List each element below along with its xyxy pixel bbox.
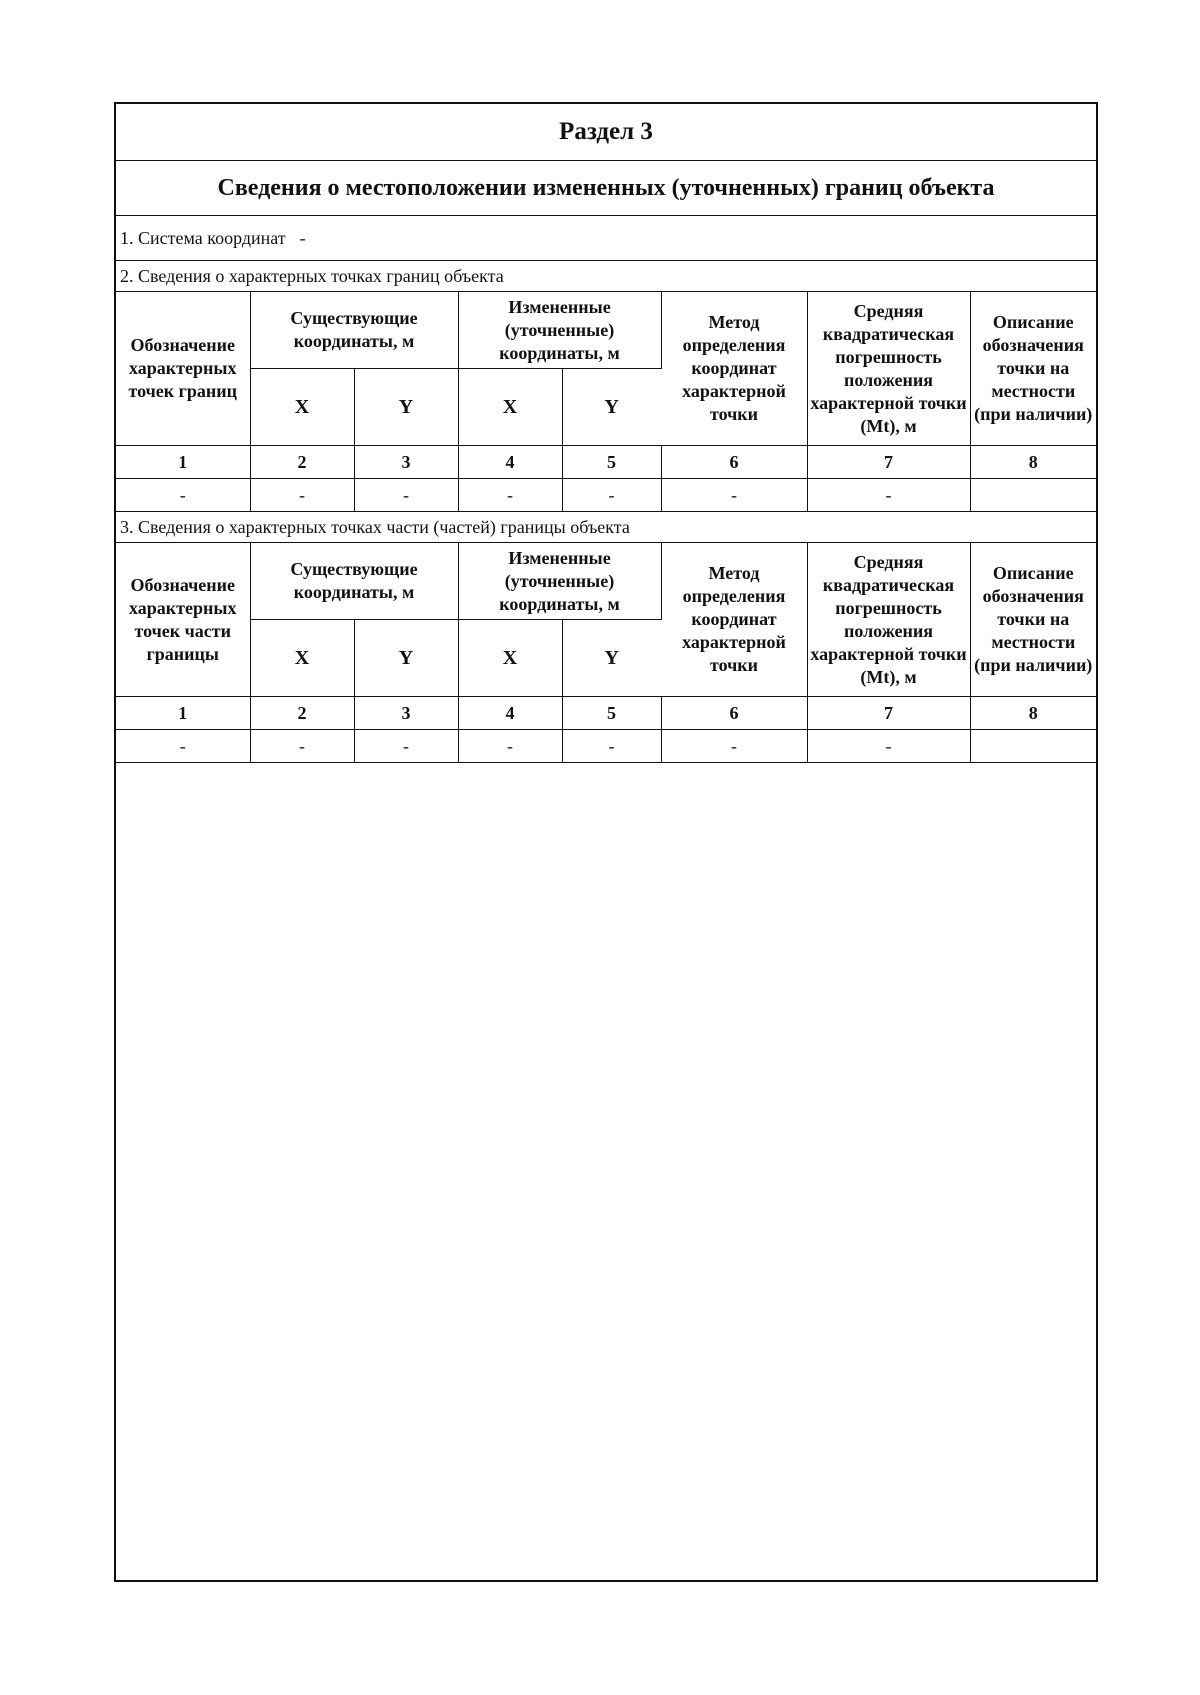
header-changed-y: Y (562, 369, 661, 446)
table-row (116, 730, 1096, 763)
table-cell: - (562, 730, 661, 763)
column-number: 8 (970, 446, 1096, 479)
header-changed-coords: Измененные (уточненные) координаты, м (458, 292, 661, 369)
table-cell (970, 479, 1096, 512)
table-cell: - (354, 730, 458, 763)
header-changed-coords: Измененные (уточненные) координаты, м (458, 543, 661, 620)
column-number: 3 (354, 697, 458, 730)
column-number: 6 (661, 446, 807, 479)
column-number: 8 (970, 697, 1096, 730)
header-description: Описание обозначения точки на местности (при наличии) (970, 292, 1096, 446)
column-number: 2 (250, 446, 354, 479)
section-subtitle: Сведения о местоположении измененных (уточненных) границ объекта (116, 161, 1096, 216)
table2-caption: 3. Сведения о характерных точках части (частей) границы объекта (116, 512, 1096, 543)
column-number: 7 (807, 446, 970, 479)
header-designation: Обозначение характерных точек границ (116, 292, 250, 446)
table-cell: - (661, 730, 807, 763)
header-error: Средняя квадратическая погрешность положения характерной точки (Mt), м (807, 292, 970, 446)
header-existing-y: Y (354, 620, 458, 697)
header-method: Метод определения координат характерной точки (661, 543, 807, 697)
column-number: 1 (116, 697, 250, 730)
table1-caption: 2. Сведения о характерных точках границ объекта (116, 261, 1096, 292)
header-existing-x: X (250, 369, 354, 446)
coordinate-system-label: 1. Система координат (120, 227, 286, 248)
table-cell: - (354, 479, 458, 512)
column-number: 3 (354, 446, 458, 479)
section-title: Раздел 3 (116, 104, 1096, 161)
table-cell: - (250, 479, 354, 512)
part-boundary-points-table (116, 543, 1096, 763)
header-changed-x: X (458, 620, 562, 697)
boundary-points-table (116, 292, 1096, 512)
column-number: 6 (661, 697, 807, 730)
column-number: 7 (807, 697, 970, 730)
column-number: 4 (458, 446, 562, 479)
column-numbers-row (116, 446, 1096, 479)
table-cell: - (116, 479, 250, 512)
coordinate-system-value: - (299, 227, 306, 248)
table-cell: - (116, 730, 250, 763)
table-cell: - (807, 730, 970, 763)
column-number: 1 (116, 446, 250, 479)
header-existing-coords: Существующие координаты, м (250, 292, 458, 369)
table-cell: - (807, 479, 970, 512)
header-designation: Обозначение характерных точек части границы (116, 543, 250, 697)
document-sheet (114, 102, 1098, 1582)
header-existing-y: Y (354, 369, 458, 446)
column-number: 5 (562, 697, 661, 730)
table-cell (970, 730, 1096, 763)
table-cell: - (250, 730, 354, 763)
column-numbers-row (116, 697, 1096, 730)
table-cell: - (458, 730, 562, 763)
header-method: Метод определения координат характерной точки (661, 292, 807, 446)
column-number: 5 (562, 446, 661, 479)
header-error: Средняя квадратическая погрешность положения характерной точки (Mt), м (807, 543, 970, 697)
header-existing-x: X (250, 620, 354, 697)
header-existing-coords: Существующие координаты, м (250, 543, 458, 620)
table-cell: - (562, 479, 661, 512)
column-number: 4 (458, 697, 562, 730)
table-cell: - (458, 479, 562, 512)
table-cell: - (661, 479, 807, 512)
coordinate-system-row (116, 216, 1096, 261)
header-description: Описание обозначения точки на местности (при наличии) (970, 543, 1096, 697)
table-row (116, 479, 1096, 512)
header-changed-x: X (458, 369, 562, 446)
header-changed-y: Y (562, 620, 661, 697)
column-number: 2 (250, 697, 354, 730)
